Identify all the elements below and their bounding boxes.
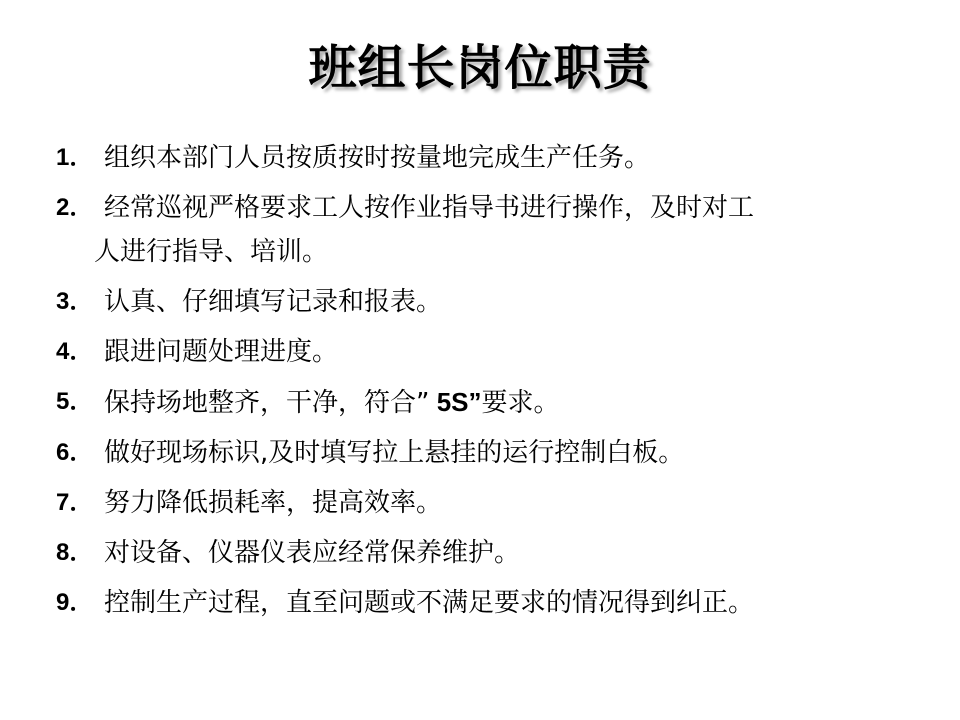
list-item bbox=[56, 277, 936, 327]
slide-title: 班组长岗位职责 bbox=[308, 40, 652, 96]
item-number: 7． bbox=[56, 489, 94, 516]
item-text: 做好现场标识,及时填写拉上悬挂的运行控制白板。 bbox=[104, 438, 685, 468]
item-text bbox=[104, 377, 936, 428]
item-text: 努力降低损耗率，提高效率。 bbox=[104, 488, 443, 518]
item-text: 跟进问题处理进度。 bbox=[104, 337, 339, 367]
list-item bbox=[56, 183, 936, 277]
item-text: 组织本部门人员按质按时按量地完成生产任务。 bbox=[104, 143, 651, 173]
item-text bbox=[94, 183, 924, 277]
item-text-part: 要求。 bbox=[481, 388, 560, 418]
item-number: 9． bbox=[56, 589, 94, 616]
list-item bbox=[56, 578, 936, 628]
item-number: 8． bbox=[56, 539, 94, 566]
item-text: 控制生产过程，直至问题或不满足要求的情况得到纠正。 bbox=[104, 588, 755, 618]
list-item bbox=[56, 133, 936, 183]
item-number: 5． bbox=[56, 388, 94, 415]
list-item bbox=[56, 377, 936, 428]
item-text-line-1: 经常巡视严格要求工人按作业指导书进行操作，及时对工 bbox=[104, 193, 755, 223]
item-number: 4． bbox=[56, 338, 94, 365]
item-text: 对设备、仪器仪表应经常保养维护。 bbox=[104, 538, 521, 568]
item-number: 3． bbox=[56, 288, 94, 315]
list-item bbox=[56, 428, 936, 478]
item-text-5s: 5S” bbox=[429, 387, 482, 417]
duties-list bbox=[56, 133, 936, 628]
item-text-line-2: 人进行指导、培训。 bbox=[94, 237, 329, 267]
item-text-part: 保持场地整齐，干净，符合” bbox=[104, 388, 430, 418]
item-text: 认真、仔细填写记录和报表。 bbox=[104, 287, 443, 317]
item-number: 6． bbox=[56, 439, 94, 466]
item-number: 1． bbox=[56, 144, 94, 171]
item-number: 2． bbox=[56, 194, 94, 221]
list-item bbox=[56, 327, 936, 377]
list-item bbox=[56, 478, 936, 528]
list-item bbox=[56, 528, 936, 578]
